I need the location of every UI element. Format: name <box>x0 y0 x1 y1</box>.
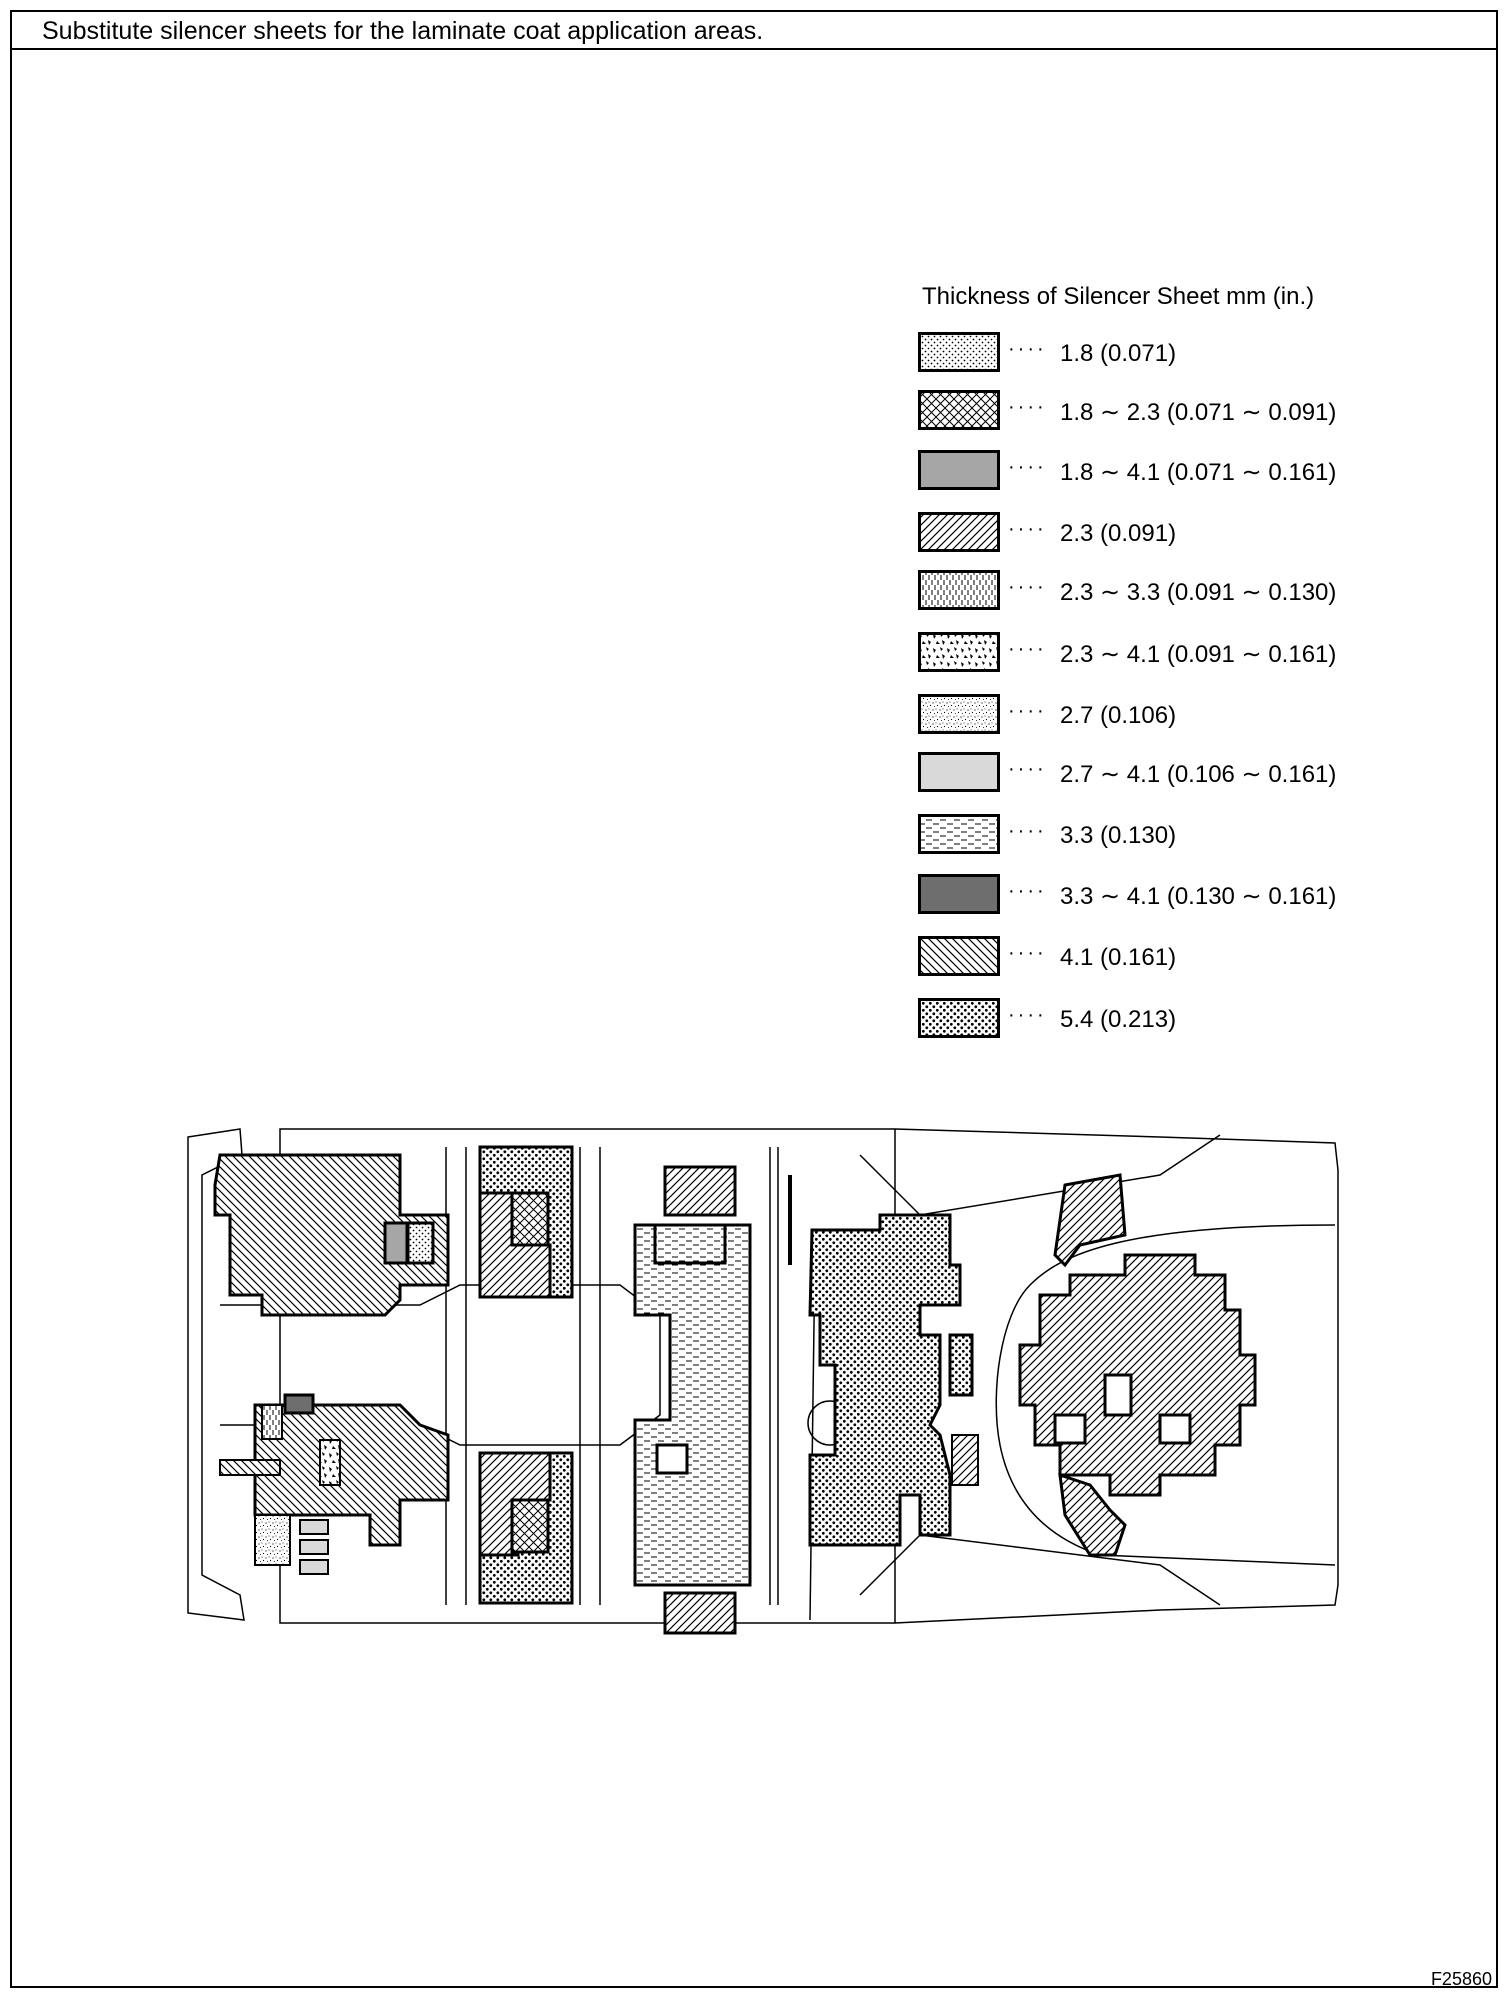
panel-speckle <box>320 1440 340 1485</box>
legend-item <box>918 936 1418 980</box>
figure-id: F25860 <box>1430 1969 1492 1989</box>
legend-leader: ···· <box>1008 576 1047 598</box>
legend-item <box>918 998 1418 1042</box>
legend-item <box>918 632 1418 676</box>
legend-item <box>918 390 1418 434</box>
legend-leader: ···· <box>1008 942 1047 964</box>
panel-stipple <box>255 1515 290 1565</box>
legend-swatch-back-diagonal-lines <box>918 936 1000 976</box>
legend-label: 2.3 ∼ 4.1 (0.091 ∼ 0.161) <box>1060 641 1337 668</box>
panel-gray-small <box>385 1223 407 1263</box>
legend-label: 1.8 ∼ 2.3 (0.071 ∼ 0.091) <box>1060 399 1337 426</box>
panel-dots-small <box>408 1223 433 1263</box>
legend-title: Thickness of Silencer Sheet mm (in.) <box>922 283 1315 310</box>
instruction-text: Substitute silencer sheets for the laminate coat application areas. <box>42 17 764 45</box>
legend-label: 2.7 (0.106) <box>1060 702 1177 729</box>
legend-leader: ···· <box>1008 396 1047 418</box>
panel-vdash <box>262 1405 282 1439</box>
legend-swatch-horizontal-dashes <box>918 814 1000 854</box>
legend-swatch-dark-gray <box>918 874 1000 914</box>
legend-item <box>918 570 1418 614</box>
legend-swatch-fine-dots <box>918 332 1000 372</box>
panel-center-floor <box>635 1225 750 1585</box>
legend-item <box>918 450 1418 494</box>
legend-leader: ···· <box>1008 1004 1047 1026</box>
legend-label: 2.3 (0.091) <box>1060 520 1177 547</box>
legend-swatch-crosshatch <box>918 390 1000 430</box>
legend-label: 1.8 (0.071) <box>1060 340 1177 367</box>
legend-swatch-stipple <box>918 694 1000 734</box>
legend-leader: ···· <box>1008 518 1047 540</box>
legend-label: 2.3 ∼ 3.3 (0.091 ∼ 0.130) <box>1060 579 1337 606</box>
legend-label: 2.7 ∼ 4.1 (0.106 ∼ 0.161) <box>1060 761 1337 788</box>
legend-leader: ···· <box>1008 820 1047 842</box>
legend-item <box>918 694 1418 738</box>
legend-leader: ···· <box>1008 338 1047 360</box>
legend-item <box>918 874 1418 918</box>
legend-leader: ···· <box>1008 758 1047 780</box>
legend-swatch-medium-gray <box>918 450 1000 490</box>
legend-item <box>918 512 1418 556</box>
instruction-bar <box>12 12 1496 50</box>
legend-leader: ···· <box>1008 638 1047 660</box>
legend-label: 4.1 (0.161) <box>1060 944 1177 971</box>
legend-swatch-diagonal-lines <box>918 512 1000 552</box>
legend-leader: ···· <box>1008 700 1047 722</box>
legend-leader: ···· <box>1008 880 1047 902</box>
legend-label: 1.8 ∼ 4.1 (0.071 ∼ 0.161) <box>1060 459 1337 486</box>
panel-spare-tire-well <box>1020 1255 1255 1495</box>
vehicle-floor-diagram <box>160 1115 1360 1635</box>
legend-swatch-speckle <box>918 632 1000 672</box>
legend-label: 3.3 ∼ 4.1 (0.130 ∼ 0.161) <box>1060 883 1337 910</box>
legend-item <box>918 752 1418 796</box>
legend-swatch-vertical-dashes <box>918 570 1000 610</box>
legend-swatch-light-gray <box>918 752 1000 792</box>
legend-label: 5.4 (0.213) <box>1060 1006 1177 1033</box>
legend-item <box>918 332 1418 376</box>
legend-leader: ···· <box>1008 456 1047 478</box>
legend-swatch-coarse-dots <box>918 998 1000 1038</box>
panel-dark-gray <box>285 1395 313 1413</box>
legend-label: 3.3 (0.130) <box>1060 822 1177 849</box>
panel-rear-floor <box>810 1215 960 1545</box>
legend-item <box>918 814 1418 858</box>
